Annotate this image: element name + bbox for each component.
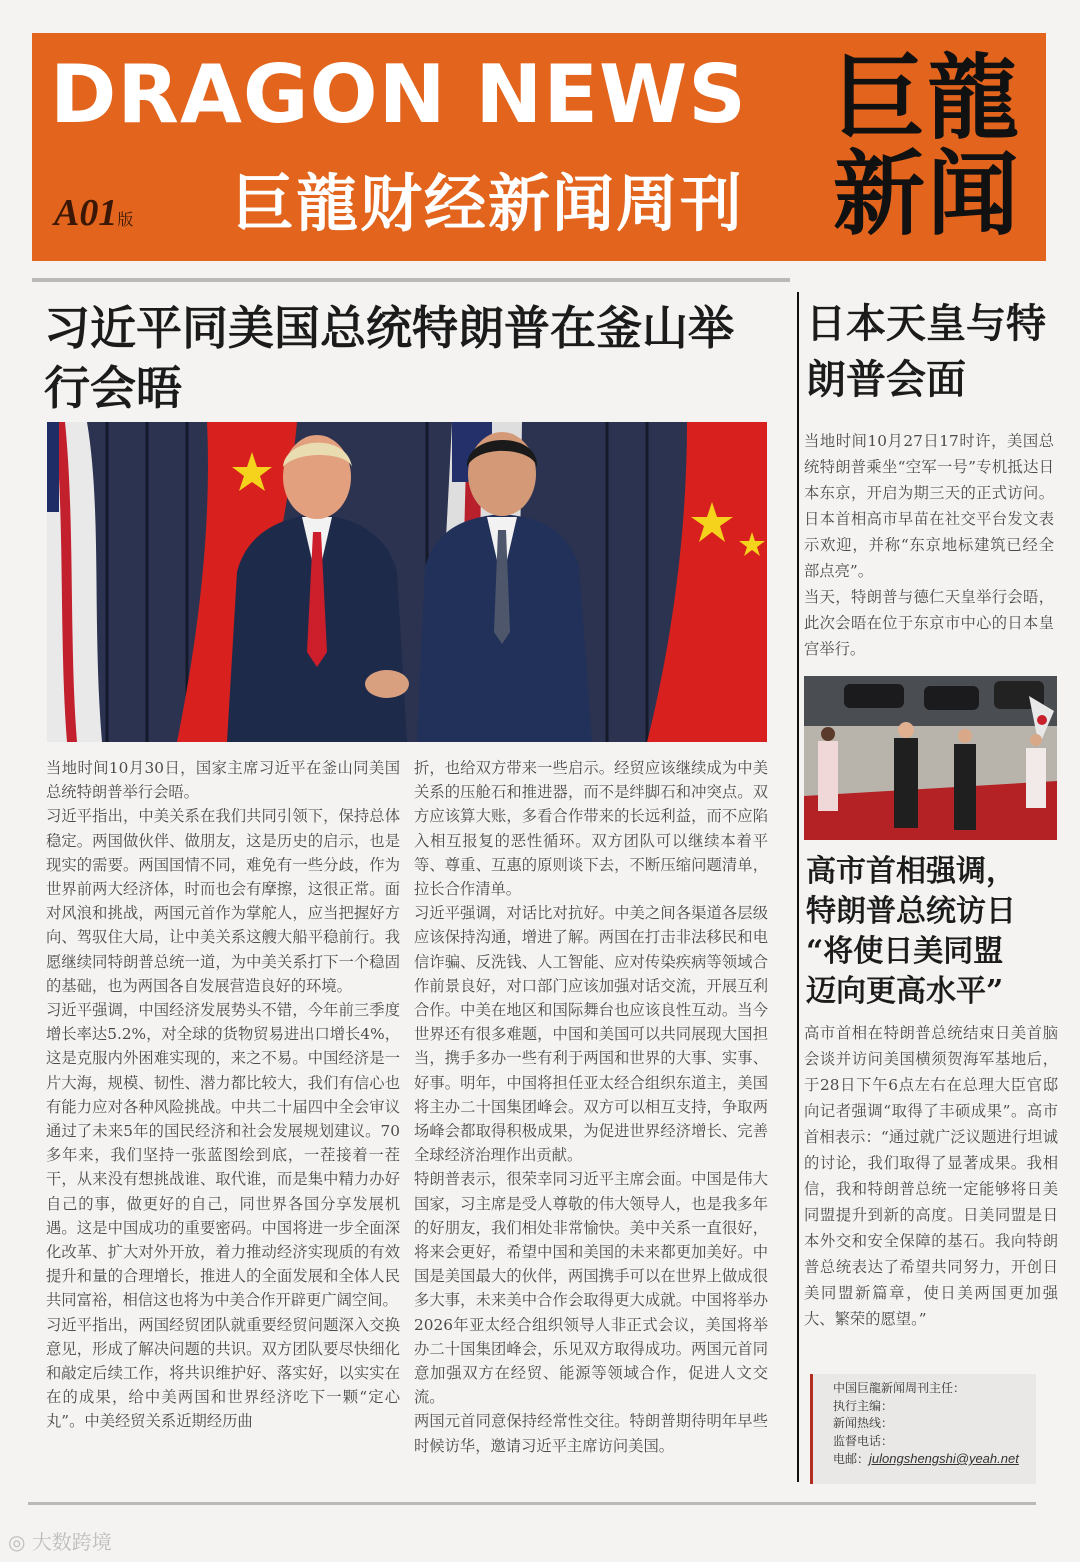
side2-headline-line: 迈向更高水平”	[806, 974, 1004, 1009]
main-photo-handshake	[47, 422, 767, 742]
main-article-column-2	[414, 756, 768, 1458]
side2-headline-line: 特朗普总统访日	[806, 894, 1016, 929]
credits-phone: 监督电话：	[833, 1433, 894, 1448]
paragraph: 习近平强调，中国经济发展势头不错，今年前三季度增长率达5.2%，对全球的货物贸易进出口增长4%，这是克服内外困难实现的，来之不易。中国经济是一片大海，规模、韧性、潜力都比较大，我们有信心也有能力应对各种风险挑战。中共二十届四中全会审议通过了未来5年的国民经济和社会发展规划建议。70多年来，我们坚持一张蓝图绘到底，一茬接着一茬干，从来没有想挑战谁、取代谁，而是集中精力办好自己的事，做更好的自己，同世界各国分享发展机遇。这是中国成功的重要密码。中国将进一步全面深化改革、扩大对外开放，着力推动经济实现质的有效提升和量的合理增长，推进人的全面发展和全体人民共同富裕，相信这也将为中美合作开辟更广阔空间。	[46, 1001, 400, 1310]
paragraph: 当地时间10月30日，国家主席习近平在釜山同美国总统特朗普举行会晤。	[46, 759, 400, 802]
main-headline: 习近平同美国总统特朗普在釜山举行会晤	[44, 301, 734, 415]
masthead-logo-line2: 新闻	[832, 141, 1021, 248]
masthead-subtitle-cn: 巨龍财经新闻周刊	[232, 167, 745, 240]
paragraph: 习近平指出，中美关系在我们共同引领下，保持总体稳定。两国做伙伴、做朋友，这是历史的启示，也是现实的需要。两国国情不同，难免有一些分歧，作为世界前两大经济体，时而也会有摩擦，这很正常。面对风浪和挑战，两国元首作为掌舵人，应当把握好方向、驾驭住大局，让中美关系这艘大船平稳前行。我愿继续同特朗普总统一道，为中美关系打下一个稳固的基础，也为两国各自发展营造良好的环境。	[46, 807, 400, 995]
masthead-logo-cn	[822, 45, 1032, 248]
top-rule	[32, 278, 790, 282]
credits-hotline: 新闻热线：	[833, 1416, 894, 1430]
edition-suffix: 版	[117, 212, 134, 229]
credits-heading: 中国巨龍新闻周刊主任：	[833, 1381, 966, 1395]
edition-number: A01	[54, 192, 118, 234]
bottom-rule	[28, 1502, 1036, 1505]
paragraph: 当地时间10月27日17时许，美国总统特朗普乘坐“空军一号”专机抵达日本东京，开启为期三天的正式访问。日本首相高市早苗在社交平台发文表示欢迎，并称“东京地标建筑已经全部点亮”。	[804, 432, 1054, 580]
credits-email-link[interactable]: julongshengshi@yeah.net	[869, 1451, 1019, 1466]
credits-email-row	[833, 1450, 1036, 1469]
paragraph: 习近平指出，两国经贸团队就重要经贸问题深入交换意见，形成了解决问题的共识。双方团队要尽快细化和敲定后续工作，将共识维护好、落实好，以实实在在的成果，给中美两国和世界经济吃下一颗“定心丸”。中美经贸关系近期经历曲	[46, 1315, 400, 1431]
masthead-logo-line1: 巨龍	[832, 45, 1021, 152]
credits-editor: 执行主编：	[833, 1398, 894, 1413]
watermark-logo-icon: ◎	[8, 1530, 32, 1554]
side2-headline-line: “将使日美同盟	[806, 934, 1004, 969]
column-divider	[797, 292, 799, 1482]
side-photo-palace	[804, 676, 1057, 840]
side2-headline	[806, 852, 1056, 1012]
paragraph: 两国元首同意保持经常性交往。特朗普期待明年早些时候访华，邀请习近平主席访问美国。	[414, 1412, 768, 1455]
edition-label	[54, 191, 133, 235]
watermark-text: 大数跨境	[31, 1530, 112, 1554]
paragraph: 折，也给双方带来一些启示。经贸应该继续成为中美关系的压舱石和推进器，而不是绊脚石和冲突点。双方应该算大账，多看合作带来的长远利益，而不应陷入相互报复的恶性循环。双方团队可以继续本着平等、尊重、互惠的原则谈下去，不断压缩问题清单，拉长合作清单。	[414, 759, 768, 899]
watermark	[8, 1526, 112, 1555]
credits-email-label: 电邮：	[833, 1452, 870, 1466]
paragraph: 当天，特朗普与德仁天皇举行会晤，此次会晤在位于东京市中心的日本皇宫举行。	[804, 588, 1054, 658]
side2-body: 高市首相在特朗普总统结束日美首脑会谈并访问美国横须贺海军基地后，于28日下午6点左右在总理大臣官邸向记者强调“取得了丰硕成果”。高市首相表示：“通过就广泛议题进行坦诚的讨论，我们取得了显著成果。我相信，我和特朗普总统一定能够将日美同盟提升到新的高度。日美同盟是日本外交和安全保障的基石。我向特朗普总统表达了希望共同努力，开创日美同盟新篇章，使日美两国更加强大、繁荣的愿望。”	[804, 1024, 1058, 1328]
side1-headline: 日本天皇与特朗普会面	[806, 300, 1046, 403]
main-article-column-1	[46, 756, 400, 1434]
side2-headline-line: 高市首相强调，	[806, 854, 1016, 889]
credits-box	[810, 1374, 1036, 1484]
masthead	[32, 33, 1046, 261]
masthead-title-en: DRAGON NEWS	[50, 48, 747, 141]
side1-body	[804, 428, 1054, 662]
paragraph: 习近平强调，对话比对抗好。中美之间各渠道各层级应该保持沟通，增进了解。两国在打击非法移民和电信诈骗、反洗钱、人工智能、应对传染疾病等领域合作前景良好，对口部门应该加强对话交流，开展互利合作。中美在地区和国际舞台也应该良性互动。当今世界还有很多难题，中国和美国可以共同展现大国担当，携手多办一些有利于两国和世界的大事、实事、好事。明年，中国将担任亚太经合组织东道主，美国将主办二十国集团峰会。双方可以相互支持，争取两场峰会都取得积极成果，为促进世界经济增长、完善全球经济治理作出贡献。	[414, 904, 768, 1165]
paragraph: 特朗普表示，很荣幸同习近平主席会面。中国是伟大国家，习主席是受人尊敬的伟大领导人，也是我多年的好朋友，我们相处非常愉快。美中关系一直很好，将来会更好，希望中国和美国的未来都更加美好。中国是美国最大的伙伴，两国携手可以在世界上做成很多大事，未来美中合作会取得更大成就。中国将举办2026年亚太经合组织领导人非正式会议，美国将举办二十国集团峰会，乐见双方取得成功。两国元首同意加强双方在经贸、能源等领域合作，促进人文交流。	[414, 1170, 768, 1407]
